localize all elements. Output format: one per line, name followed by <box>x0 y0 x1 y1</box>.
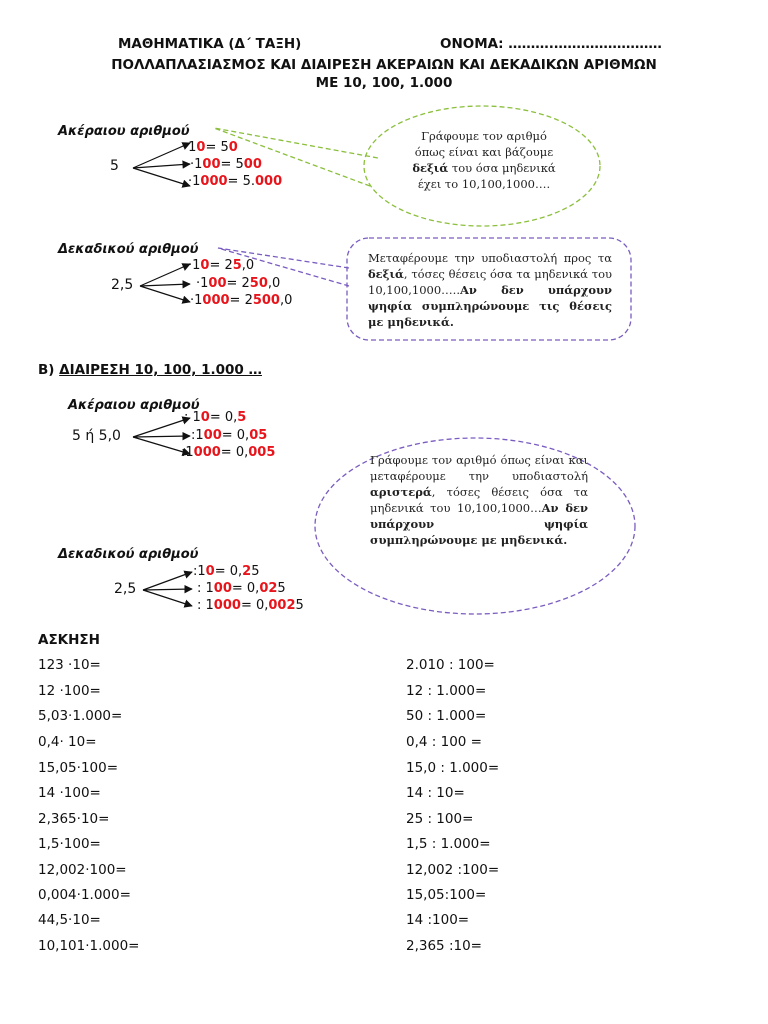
exercise-item: 2,365·10= <box>38 811 110 827</box>
exercise-item: 12 ·100= <box>38 683 101 699</box>
division-heading: Β) ΔΙΑΙΡΕΣΗ 10, 100, 1.000 … <box>38 362 262 378</box>
div-decimal-row: : 1000= 0,0025 <box>197 598 304 613</box>
subject-heading: ΜΑΘΗΜΑΤΙΚΑ (Δ΄ ΤΑΞΗ) <box>118 36 302 52</box>
exercise-item: 123 ·10= <box>38 657 101 673</box>
div-integer-row: : 10= 0,5 <box>184 410 247 425</box>
exercise-item: 25 : 100= <box>406 811 474 827</box>
mult-integer-row: ·100= 500 <box>190 157 262 172</box>
exercise-title: ΑΣΚΗΣΗ <box>38 632 100 648</box>
exercise-item: 15,0 : 1.000= <box>406 760 500 776</box>
div-decimal-base: 2,5 <box>114 581 137 597</box>
exercise-item: 2,365 :10= <box>406 938 482 954</box>
bubble-2-text: Μεταφέρουμε την υποδιαστολή προς τα δεξιά, τόσες θέσεις όσα τα μηδενικά του 10,100,1000…..Αν δεν υπάρχουν ψηφία συμπληρώνουμε τις θέσεις με μηδενικά. <box>368 251 612 329</box>
exercise-item: 0,004·1.000= <box>38 887 131 903</box>
arrows-mult-decimal <box>140 264 190 302</box>
exercise-item: 5,03·1.000= <box>38 708 123 724</box>
div-integer-label: Ακέραιου αριθμού <box>68 398 200 413</box>
div-decimal-label: Δεκαδικού αριθμού <box>58 547 199 562</box>
name-field-label: ΟΝΟΜΑ: ……….…………………… <box>440 36 662 52</box>
arrows-div-decimal <box>143 572 192 606</box>
exercise-item: 15,05·100= <box>38 760 119 776</box>
exercise-item: 14 ·100= <box>38 785 101 801</box>
mult-decimal-row: ·10= 25,0 <box>188 258 255 273</box>
div-decimal-row: : 100= 0,025 <box>197 581 286 596</box>
mult-integer-row: ·1000= 5.000 <box>188 174 283 189</box>
page-title: ΠΟΛΛΑΠΛΑΣΙΑΣΜΟΣ ΚΑΙ ΔΙΑΙΡΕΣΗ ΑΚΕΡΑΙΩΝ ΚΑΙ ΔΕΚΑΔΙΚΩΝ ΑΡΙΘΜΩΝ <box>111 57 657 73</box>
arrows-mult-integer <box>133 143 190 186</box>
mult-decimal-base: 2,5 <box>111 277 134 293</box>
div-integer-base: 5 ή 5,0 <box>72 428 121 444</box>
page-subtitle: ΜΕ 10, 100, 1.000 <box>315 75 453 91</box>
mult-decimal-row: ·100= 250,0 <box>196 276 281 291</box>
bubble-1-text: Γράφουμε τον αριθμό όπως είναι και βάζουμε δεξιά του όσα μηδενικά έχει το 10,100,1000…. <box>412 129 556 191</box>
div-integer-row: :100= 0,05 <box>191 428 268 443</box>
exercise-item: 14 : 10= <box>406 785 465 801</box>
exercise-item: 50 : 1.000= <box>406 708 487 724</box>
mult-integer-label: Ακέραιου αριθμού <box>58 124 190 139</box>
mult-decimal-row: ·1000= 2500,0 <box>190 293 293 308</box>
bubble-3-text: Γράφουμε τον αριθμό όπως είναι και μεταφέρουμε την υποδιαστολή αριστερά, τόσες θέσεις όσα τα μηδενικά του 10,100,1000…Αν δεν υπάρχουν ψηφία συμπληρώνουμε με μηδενικά. <box>370 453 589 547</box>
exercise-item: 0,4· 10= <box>38 734 97 750</box>
div-integer-row: :1000= 0,005 <box>181 445 276 460</box>
div-decimal-row: :10= 0,25 <box>193 564 260 579</box>
mult-decimal-label: Δεκαδικού αριθμού <box>58 242 199 257</box>
exercise-item: 10,101·1.000= <box>38 938 140 954</box>
exercise-item: 1,5 : 1.000= <box>406 836 491 852</box>
exercise-item: 12,002·100= <box>38 862 127 878</box>
exercise-item: 0,4 : 100 = <box>406 734 482 750</box>
mult-integer-base: 5 <box>110 158 119 174</box>
exercise-item: 44,5·10= <box>38 912 101 928</box>
exercise-item: 12 : 1.000= <box>406 683 487 699</box>
exercise-item: 15,05:100= <box>406 887 487 903</box>
exercise-item: 12,002 :100= <box>406 862 500 878</box>
mult-integer-row: ·10= 50 <box>184 140 238 155</box>
exercise-item: 14 :100= <box>406 912 470 928</box>
exercise-item: 1,5·100= <box>38 836 101 852</box>
exercise-item: 2.010 : 100= <box>406 657 495 673</box>
